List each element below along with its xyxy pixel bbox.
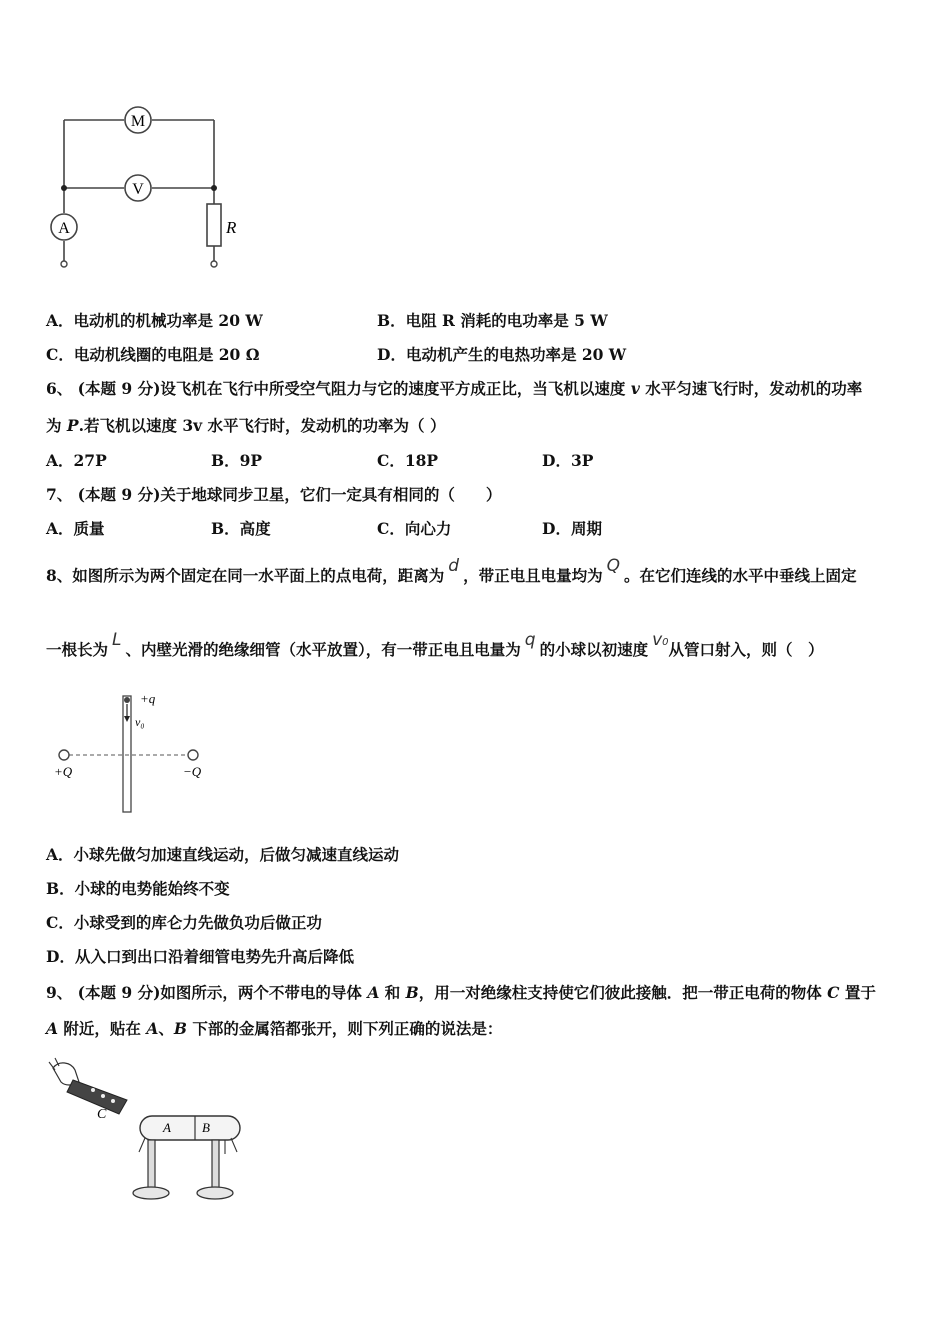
q9-stem-line1: 9、 (本题 9 分)如图所示，两个不带电的导体 A 和 B，用一对绝缘柱支持使它们彼此接触．把一带正电荷的物体 C 置于	[46, 983, 876, 1002]
label-A: A	[163, 1120, 171, 1135]
label-plus-Q: +Q	[54, 764, 73, 779]
q8-option-c: C．小球受到的库仑力先做负功后做正功	[46, 913, 322, 932]
q6-option-c: C．18P	[377, 451, 439, 470]
q7-stem: 7、 (本题 9 分)关于地球同步卫星，它们一定具有相同的（ ）	[46, 485, 502, 504]
q6-option-a: A．27P	[46, 451, 107, 470]
q9-stem-line2: A 附近，贴在 A、B 下部的金属箔都张开，则下列正确的说法是：	[46, 1019, 503, 1038]
label-plus-q: +q	[140, 691, 156, 706]
q8-stem-line1: 8、如图所示为两个固定在同一水平面上的点电荷，距离为 d ，带正电且电量均为 Q 。在它们连线的水平中垂线上固定	[46, 556, 857, 585]
svg-text:V: V	[132, 181, 144, 198]
svg-text:M: M	[130, 113, 146, 130]
q7-option-a: A．质量	[46, 519, 105, 538]
label-B: B	[202, 1120, 210, 1135]
label-v0: v₀	[135, 715, 145, 729]
label-C: C	[97, 1107, 107, 1122]
q6-stem-line1: 6、 (本题 9 分)设飞机在飞行中所受空气阻力与它的速度平方成正比，当飞机以速度 v 水平匀速飞行时，发动机的功率	[46, 379, 863, 398]
motor-symbol	[125, 107, 151, 133]
resistor-label: R	[226, 218, 237, 237]
q5-option-c: C．电动机线圈的电阻是 20 Ω	[46, 345, 260, 364]
svg-text:A: A	[58, 220, 70, 237]
charges-tube-diagram	[50, 688, 220, 818]
circuit-diagram	[40, 100, 250, 275]
q5-option-a: A．电动机的机械功率是 20 W	[46, 311, 263, 330]
q6-option-d: D．3P	[542, 451, 594, 470]
q8-option-b: B．小球的电势能始终不变	[46, 879, 230, 898]
q5-option-b: B．电阻 R 消耗的电功率是 5 W	[377, 311, 608, 330]
ammeter-symbol	[51, 214, 77, 240]
q8-option-a: A．小球先做匀加速直线运动，后做匀减速直线运动	[46, 845, 400, 864]
q8-stem-line2: 一根长为 L 、内壁光滑的绝缘细管（水平放置），有一带正电且电量为 q 的小球以初速度 v0从管口射入，则（ ）	[46, 630, 824, 659]
q7-option-b: B．高度	[211, 519, 271, 538]
label-minus-Q: −Q	[183, 764, 202, 779]
q6-stem-line2: 为 P.若飞机以速度 3v 水平飞行时，发动机的功率为（ ）	[46, 416, 446, 435]
voltmeter-symbol	[125, 175, 151, 201]
q8-option-d: D．从入口到出口沿着细管电势先升高后降低	[46, 947, 354, 966]
conductor-stand-diagram	[45, 1056, 255, 1206]
q7-option-d: D．周期	[542, 519, 602, 538]
q7-option-c: C．向心力	[377, 519, 452, 538]
q5-option-d: D．电动机产生的电热功率是 20 W	[377, 345, 627, 364]
q6-option-b: B．9P	[211, 451, 263, 470]
